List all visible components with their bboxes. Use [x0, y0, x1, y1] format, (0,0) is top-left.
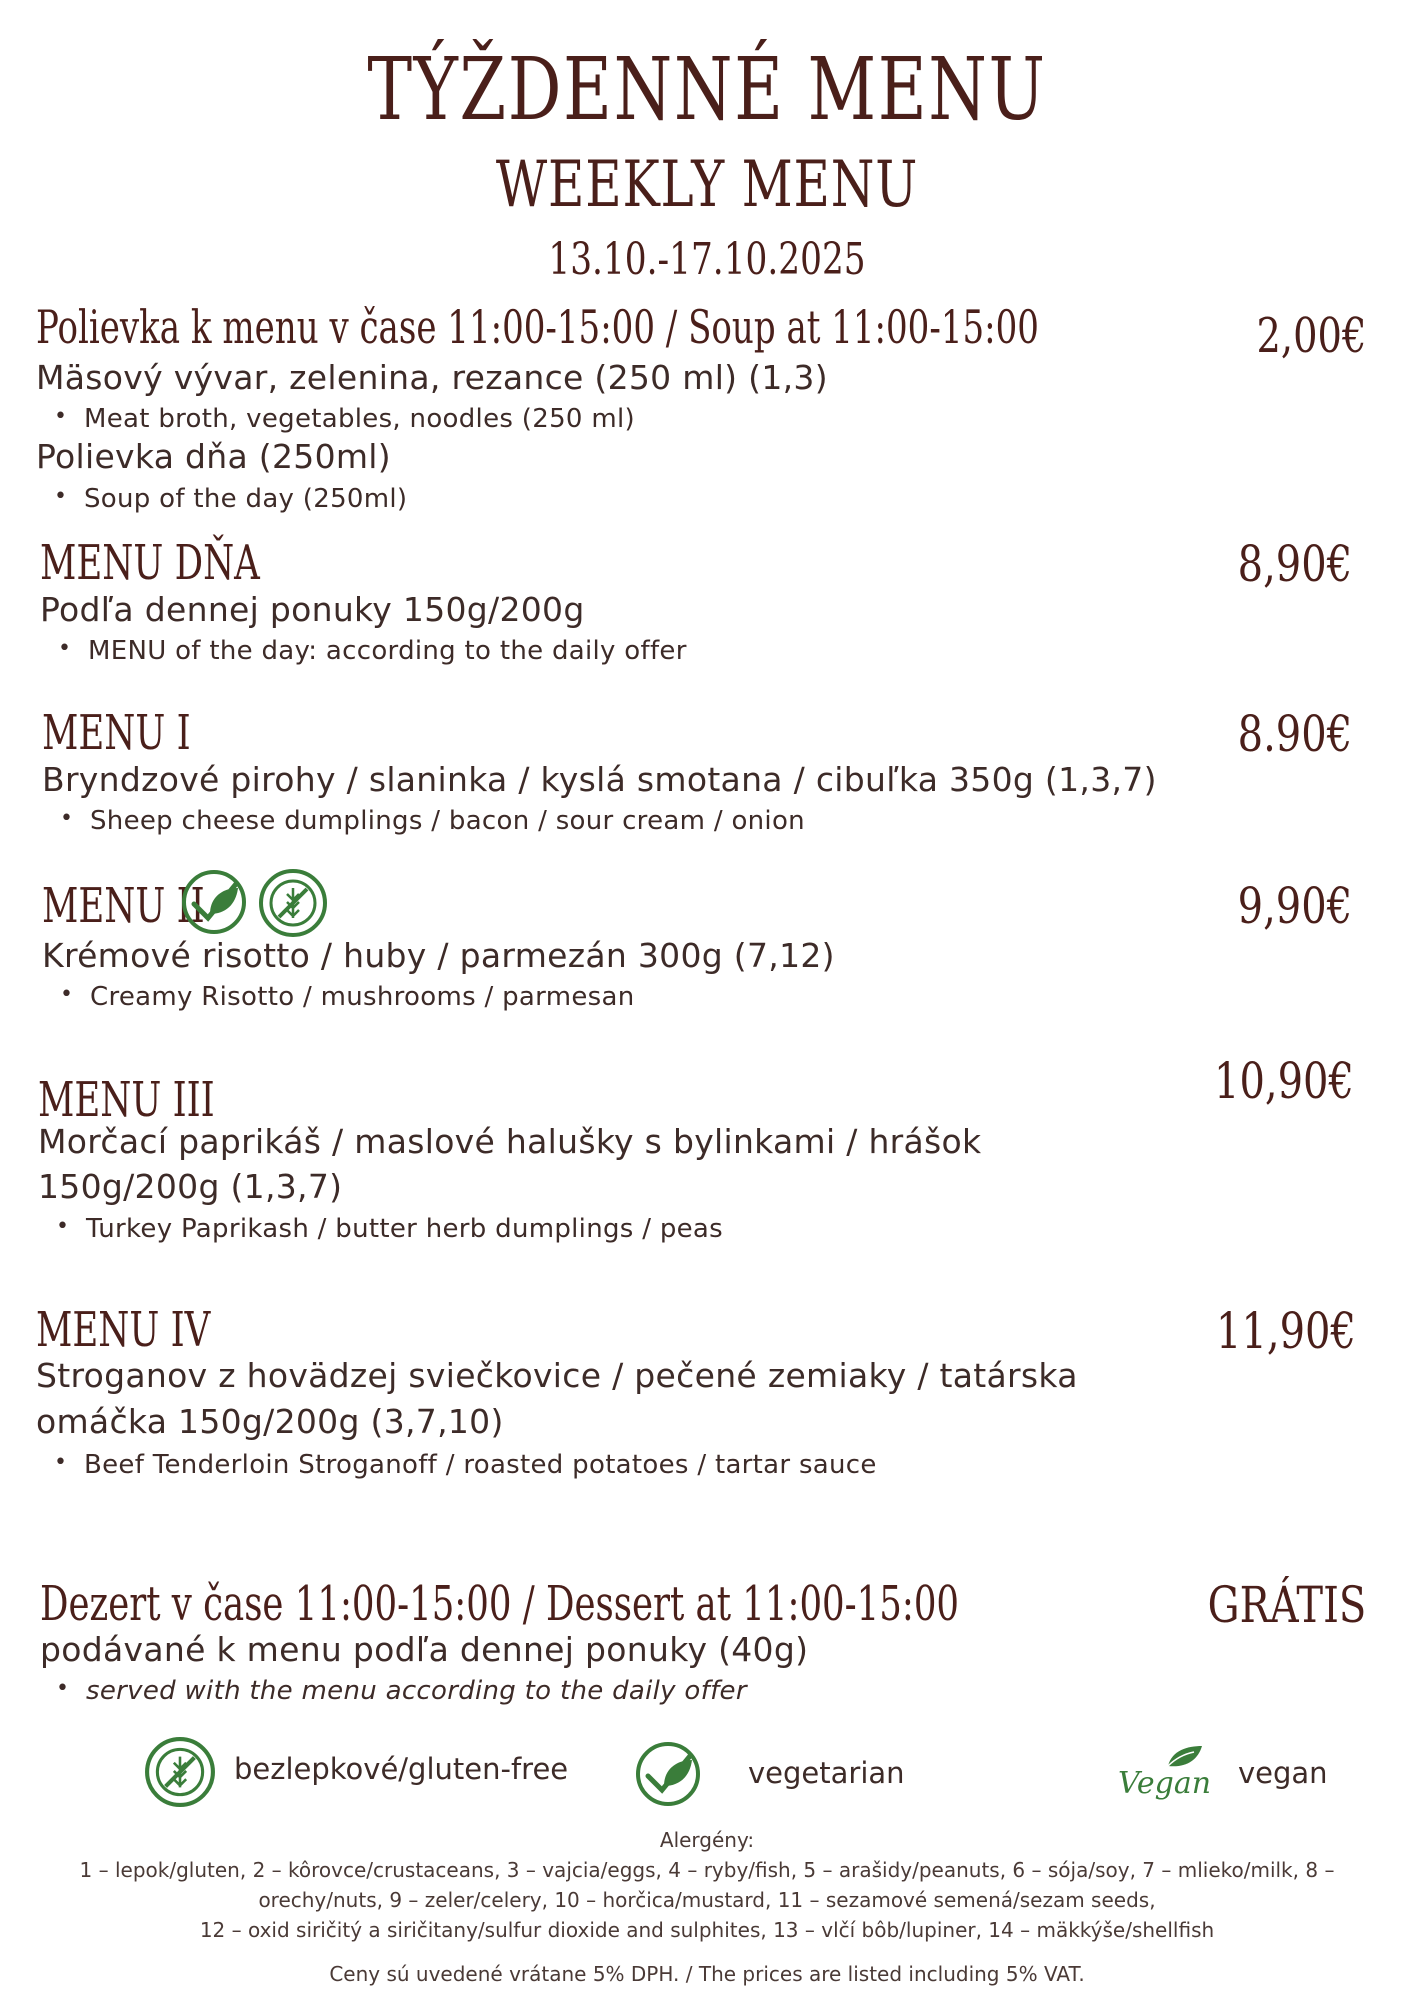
menu-3-item-line1: Morčací paprikáš / maslové halušky s bylinkami / hrášok — [38, 1122, 982, 1161]
menu-day-heading: MENU DŇA — [40, 535, 260, 591]
soup-item-1: Mäsový vývar, zelenina, rezance (250 ml) (1,3) — [36, 358, 828, 397]
legend-vegetarian: vegetarian — [748, 1756, 905, 1790]
vegan-logo-text: Vegan — [1118, 1766, 1212, 1801]
menu-4-price: 11,90€ — [1216, 1302, 1356, 1360]
page-title: TÝŽDENNÉ MENU — [367, 40, 1047, 140]
menu-1-heading: MENU I — [42, 705, 191, 761]
allergens-line-2: orechy/nuts, 9 – zeler/celery, 10 – horčica/mustard, 11 – sezamové semená/sezam seeds, — [258, 1888, 1156, 1912]
menu-3-heading: MENU III — [38, 1072, 215, 1128]
dessert-item: podávané k menu podľa dennej ponuky (40g) — [40, 1630, 809, 1669]
menu-4-item-en: • Beef Tenderloin Stroganoff / roasted potatoes / tartar sauce — [84, 1450, 877, 1480]
menu-1-item: Bryndzové pirohy / slaninka / kyslá smotana / cibuľka 350g (1,3,7) — [42, 760, 1157, 799]
dessert-item-en: • served with the menu according to the daily offer — [86, 1676, 747, 1706]
dessert-heading: Dezert v čase 11:00-15:00 / Dessert at 11:00-15:00 — [40, 1576, 960, 1632]
menu-day-item-en: • MENU of the day: according to the daily offer — [88, 636, 687, 666]
gluten-free-icon — [144, 1736, 216, 1808]
vegetarian-icon — [180, 868, 248, 936]
menu-3-item-line2: 150g/200g (1,3,7) — [38, 1167, 343, 1206]
allergens-line-1: 1 – lepok/gluten, 2 – kôrovce/crustaceans, 3 – vajcia/eggs, 4 – ryby/fish, 5 – arašidy/peanuts, 6 – sója/soy, 7 – mlieko/milk, 8 – — [79, 1858, 1335, 1882]
soup-item-1-en: • Meat broth, vegetables, noodles (250 ml) — [84, 404, 635, 434]
page-subtitle: WEEKLY MENU — [495, 148, 919, 222]
soup-heading: Polievka k menu v čase 11:00-15:00 / Soup at 11:00-15:00 — [36, 300, 1039, 354]
menu-2-item: Krémové risotto / huby / parmezán 300g (7,12) — [42, 936, 835, 975]
vat-note: Ceny sú uvedené vrátane 5% DPH. / The prices are listed including 5% VAT. — [329, 1962, 1085, 1986]
date-range: 13.10.-17.10.2025 — [548, 234, 866, 285]
menu-1-price: 8.90€ — [1237, 705, 1352, 763]
menu-3-price: 10,90€ — [1214, 1052, 1354, 1110]
vegetarian-icon — [634, 1740, 702, 1808]
menu-1-item-en: • Sheep cheese dumplings / bacon / sour cream / onion — [90, 806, 805, 836]
menu-day-item: Podľa dennej ponuky 150g/200g — [40, 590, 585, 629]
menu-4-item-line2: omáčka 150g/200g (3,7,10) — [36, 1402, 504, 1441]
menu-2-item-en: • Creamy Risotto / mushrooms / parmesan — [90, 982, 634, 1012]
allergens-title: Alergény: — [659, 1828, 755, 1852]
legend-gluten-free: bezlepkové/gluten-free — [234, 1752, 569, 1786]
soup-item-2: Polievka dňa (250ml) — [36, 437, 391, 476]
menu-4-item-line1: Stroganov z hovädzej sviečkovice / pečené zemiaky / tatárska — [36, 1356, 1078, 1395]
legend-vegan: vegan — [1238, 1756, 1328, 1790]
menu-2-price: 9,90€ — [1237, 877, 1352, 935]
menu-4-heading: MENU IV — [36, 1302, 211, 1358]
menu-day-price: 8,90€ — [1237, 535, 1352, 593]
dessert-price: GRÁTIS — [1207, 1576, 1366, 1634]
gluten-free-icon — [258, 868, 328, 938]
soup-item-2-en: • Soup of the day (250ml) — [84, 484, 407, 514]
soup-price: 2,00€ — [1256, 308, 1366, 364]
allergens-line-3: 12 – oxid siričitý a siričitany/sulfur dioxide and sulphites, 13 – vlčí bôb/lupiner, 14 – mäkkýše/shellfish — [199, 1918, 1215, 1942]
menu-2-heading: MENU II — [42, 878, 205, 934]
menu-3-item-en: • Turkey Paprikash / butter herb dumplings / peas — [86, 1214, 723, 1244]
